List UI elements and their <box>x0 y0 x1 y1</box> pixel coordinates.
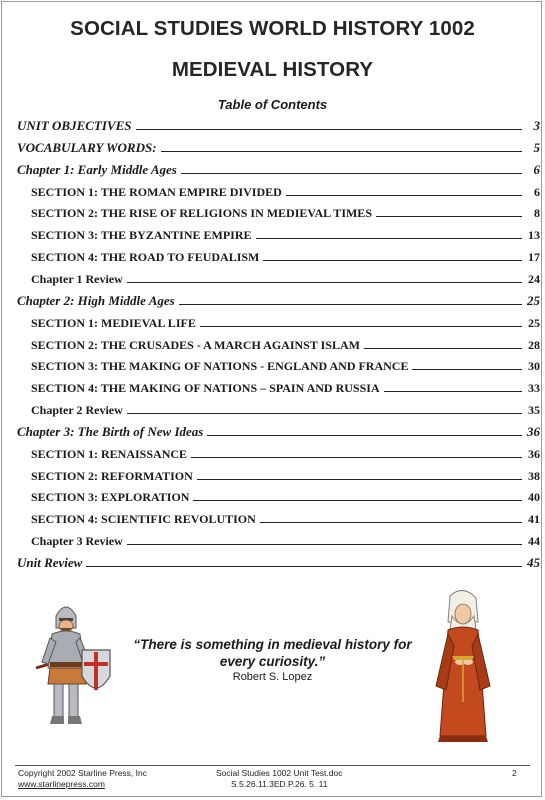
toc-entry[interactable] <box>17 379 540 395</box>
toc-leader-line <box>193 500 522 501</box>
toc-entry-page: 3 <box>533 118 540 133</box>
toc-entry-title: SECTION 3: EXPLORATION <box>31 490 190 505</box>
toc-entry-title: Chapter 1 Review <box>31 271 123 286</box>
toc-entry-page: 36 <box>527 423 540 439</box>
footer-center <box>216 768 342 790</box>
toc-entry-title: Chapter 3: The Birth of New Ideas <box>17 423 204 439</box>
toc-entry[interactable] <box>17 139 540 155</box>
footer-website-link[interactable]: www.starlinepress.com <box>18 779 105 789</box>
toc-entry-title: SECTION 1: RENAISSANCE <box>31 446 188 461</box>
toc-entry-page: 5 <box>533 139 540 155</box>
toc-entry-page: 36 <box>528 446 540 461</box>
toc-entry-title: SECTION 3: THE MAKING OF NATIONS - ENGLAND AND FRANCE <box>31 359 409 374</box>
toc-entry[interactable] <box>17 467 540 483</box>
toc-entry-page: 13 <box>528 228 540 243</box>
toc-entry-title: SECTION 4: THE ROAD TO FEUDALISM <box>31 250 260 265</box>
toc-leader-line <box>179 304 522 305</box>
toc-leader-line <box>127 282 522 283</box>
toc-leader-line <box>263 260 522 261</box>
quote-block <box>120 636 425 683</box>
toc-entry-title: SECTION 3: THE BYZANTINE EMPIRE <box>31 228 252 243</box>
toc-entry-page: 25 <box>528 315 540 330</box>
toc-entry[interactable] <box>17 336 540 352</box>
toc-entry-title: VOCABULARY WORDS: <box>17 139 157 155</box>
toc-entry[interactable] <box>17 292 540 308</box>
toc-entry-page: 44 <box>528 534 540 549</box>
toc-entry-page: 30 <box>528 359 540 374</box>
toc-entry[interactable] <box>17 117 540 133</box>
toc-leader-line <box>136 129 523 130</box>
medieval-lady-illustration <box>428 586 498 744</box>
toc-entry-title: SECTION 1: MEDIEVAL LIFE <box>31 315 196 330</box>
toc-leader-line <box>286 195 522 196</box>
toc-entry-page: 40 <box>528 490 540 505</box>
footer-doc-name: Social Studies 1002 Unit Test.doc <box>216 768 343 778</box>
toc-entry[interactable] <box>17 532 540 548</box>
knight-illustration <box>30 598 116 730</box>
footer-page-number: 2 <box>512 768 517 778</box>
toc-entry-page: 33 <box>528 381 540 396</box>
toc-entry[interactable] <box>17 488 540 504</box>
toc-leader-line <box>181 173 522 174</box>
toc-leader-line <box>127 544 522 545</box>
quote-text: “There is something in medieval history for every curiosity.” <box>133 637 412 669</box>
toc-entry-page: 35 <box>528 403 540 418</box>
footer-rule <box>15 765 530 766</box>
toc-leader-line <box>256 238 523 239</box>
footer-copyright: Copyright 2002 Starline Press, Inc <box>18 768 147 778</box>
toc-entry-page: 17 <box>528 250 540 265</box>
toc-leader-line <box>207 435 522 436</box>
toc-entry-title: SECTION 1: THE ROMAN EMPIRE DIVIDED <box>31 184 282 199</box>
toc-entry-page: 25 <box>527 292 540 308</box>
toc-entry-title: UNIT OBJECTIVES <box>17 118 132 133</box>
toc-leader-line <box>376 216 522 217</box>
page-title: SOCIAL STUDIES WORLD HISTORY 1002 <box>70 17 475 40</box>
toc-entry-page: 8 <box>534 206 540 221</box>
page-subtitle: MEDIEVAL HISTORY <box>171 58 374 81</box>
toc-leader-line <box>197 479 522 480</box>
toc-entry[interactable] <box>17 270 540 286</box>
toc-entry[interactable] <box>17 423 540 439</box>
toc-entry[interactable] <box>17 510 540 526</box>
toc-entry[interactable] <box>17 161 540 177</box>
toc-entry[interactable] <box>17 445 540 461</box>
toc-entry-page: 28 <box>528 337 540 352</box>
toc-entry[interactable] <box>17 248 540 264</box>
footer-left <box>18 768 147 790</box>
toc-heading: Table of Contents <box>217 97 328 112</box>
toc-leader-line <box>412 369 522 370</box>
quote-author: Robert S. Lopez <box>232 671 313 683</box>
toc-entry[interactable] <box>17 357 540 373</box>
toc-entry-title: Chapter 1: Early Middle Ages <box>17 161 177 177</box>
toc-leader-line <box>161 151 522 152</box>
toc-entry[interactable] <box>17 183 540 199</box>
toc-entry[interactable] <box>17 314 540 330</box>
toc-entry-title: Unit Review <box>17 555 83 570</box>
toc-leader-line <box>384 391 522 392</box>
toc-entry-title: Chapter 2: High Middle Ages <box>17 292 175 308</box>
toc-entry-title: SECTION 4: THE MAKING OF NATIONS – SPAIN AND RUSSIA <box>31 381 380 396</box>
toc-leader-line <box>200 326 522 327</box>
toc-leader-line <box>86 566 522 567</box>
toc-leader-line <box>364 348 522 349</box>
toc-entry[interactable] <box>17 554 540 570</box>
toc-entry[interactable] <box>17 204 540 220</box>
toc-entry-title: SECTION 2: REFORMATION <box>31 468 193 483</box>
toc-entry-page: 6 <box>534 184 540 199</box>
toc-leader-line <box>127 413 522 414</box>
toc-entry-title: SECTION 4: SCIENTIFIC REVOLUTION <box>31 512 256 527</box>
toc-entry-title: SECTION 2: THE RISE OF RELIGIONS IN MEDIEVAL TIMES <box>31 206 372 221</box>
footer-doc-code: S.5.26.11.3ED.P.26. 5. 11 <box>231 779 328 789</box>
toc-entry-page: 41 <box>528 512 540 527</box>
toc-entry[interactable] <box>17 401 540 417</box>
toc-entry-title: Chapter 2 Review <box>31 403 123 418</box>
toc-leader-line <box>191 457 522 458</box>
toc-entry[interactable] <box>17 226 540 242</box>
toc-entry-page: 6 <box>533 161 540 177</box>
toc-entry-page: 24 <box>528 271 540 286</box>
toc-leader-line <box>260 522 522 523</box>
toc-entry-page: 45 <box>527 555 540 570</box>
toc-entry-title: SECTION 2: THE CRUSADES - A MARCH AGAINST ISLAM <box>31 337 360 352</box>
toc-entry-page: 38 <box>528 468 540 483</box>
toc-entry-title: Chapter 3 Review <box>31 534 123 549</box>
